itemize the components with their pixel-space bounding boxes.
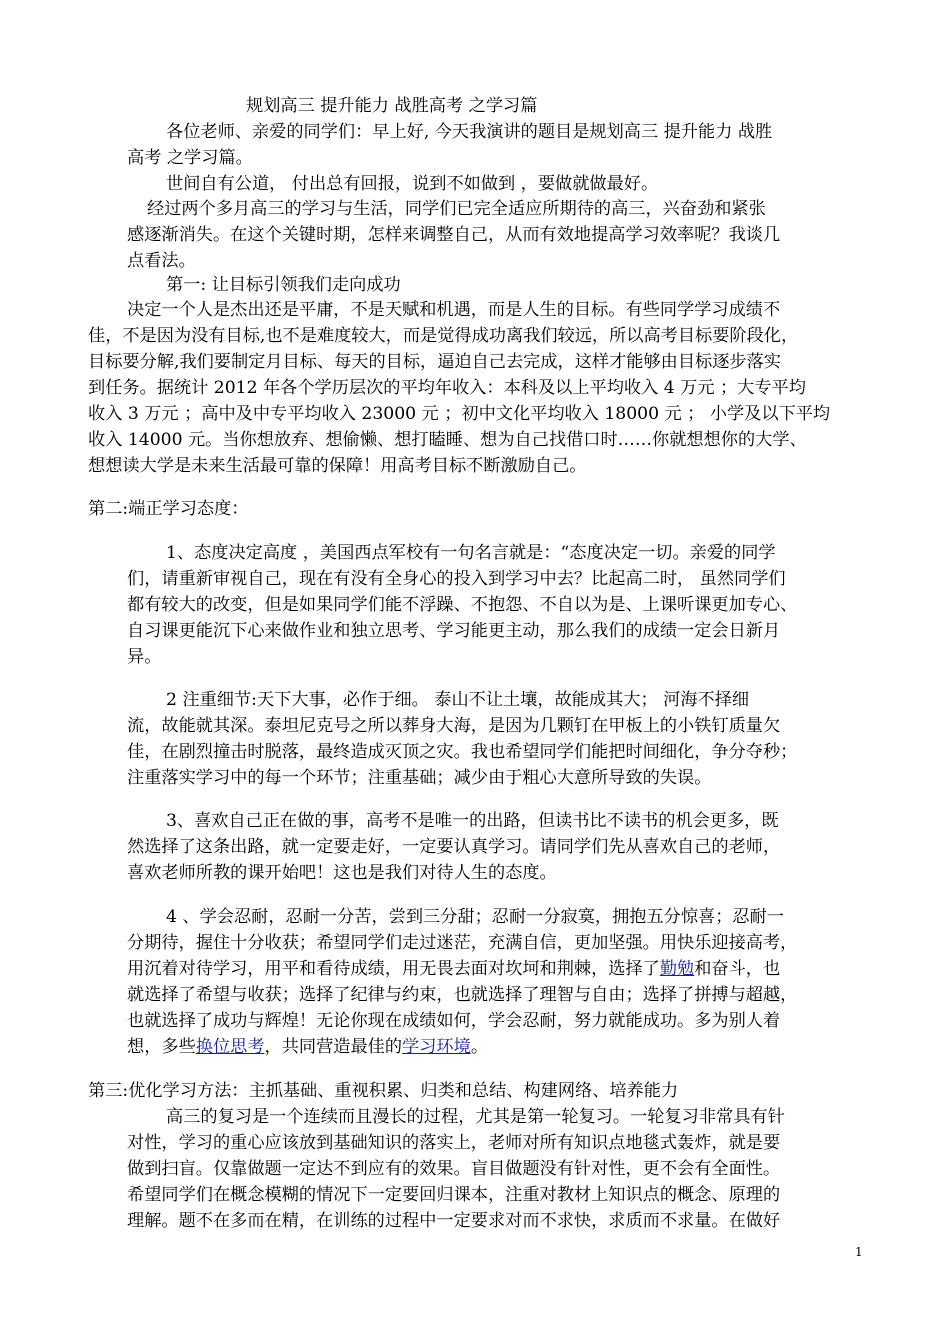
section2-heading: 第二:端正学习态度：: [88, 499, 249, 519]
section2-p1-line: 自习课更能沉下心来做作业和独立思考、学习能更主动，那么我们的成绩一定会日新月: [127, 621, 781, 641]
intro-line: 经过两个多月高三的学习与生活，同学们已完全适应所期待的高三，兴奋劲和紧张: [147, 199, 766, 219]
section2-p3-line: 然选择了这条出路，就一定要走好，一定要认真学习。请同学们先从喜欢自己的老师，: [127, 837, 781, 857]
greeting-line: 高考 之学习篇。: [127, 148, 253, 168]
section1-line: 想想读大学是未来生活最可靠的保障！用高考目标不断激励自己。: [88, 456, 587, 476]
section2-p1-line: 1、态度决定高度 ，美国西点军校有一句名言就是：“态度决定一切。亲爱的同学: [166, 543, 776, 563]
section2-p4-line: 4 、学会忍耐，忍耐一分苦，尝到三分甜；忍耐一分寂寞，拥抱五分惊喜；忍耐一: [166, 907, 784, 927]
section2-p2-line: 流，故能就其深。泰坦尼克号之所以葬身大海，是因为几颗钉在甲板上的小铁钉质量欠: [127, 716, 781, 736]
section2-p4-line: [127, 956, 780, 982]
p4-text: 。: [470, 1037, 489, 1057]
section1-line: 收入 14000 元。当你想放弃、想偷懒、想打瞌睡、想为自己找借口时……你就想想你的大学、: [88, 430, 807, 450]
document-title: 规划高三 提升能力 战胜高考 之学习篇: [246, 96, 538, 116]
section1-line: 收入 3 万元 ；高中及中专平均收入 23000 元 ；初中文化平均收入 18000 元 ； 小学及以下平均: [88, 404, 831, 424]
qinmian-link[interactable]: 勤勉: [659, 959, 695, 979]
p4-text: 和奋斗，也: [694, 959, 781, 979]
section2-p4-line: 就选择了希望与收获；选择了纪律与约束，也就选择了理智与自由；选择了拼搏与超越，: [127, 985, 798, 1005]
section2-p3-line: 喜欢老师所教的课开始吧！这也是我们对待人生的态度。: [127, 863, 557, 883]
greeting-line: 各位老师、亲爱的同学们：早上好, 今天我演讲的题目是规划高三 提升能力 战胜: [166, 122, 773, 142]
section2-p4-line: 也就选择了成功与辉煌！无论你现在成绩如何，学会忍耐，努力就能成功。多为别人着: [127, 1011, 781, 1031]
p4-text: 用沉着对待学习，用平和看待成绩，用无畏去面对坎坷和荆棘，选择了: [127, 959, 660, 979]
section2-p2-line: 2 注重细节:天下大事，必作于细。 泰山不让土壤，故能成其大； 河海不择细: [166, 690, 750, 710]
section2-p1-line: 们，请重新审视自己，现在有没有全身心的投入到学习中去？比起高二时， 虽然同学们: [127, 569, 786, 589]
p4-text: 想，多些: [127, 1037, 196, 1057]
intro-line: 点看法。: [127, 251, 196, 271]
section2-p4-line: [127, 1034, 488, 1060]
section2-p2-line: 佳，在剧烈撞击时脱落，最终造成灭顶之灾。我也希望同学们能把时间细化，争分夺秒；: [127, 742, 798, 762]
section3-line: 对性，学习的重心应该放到基础知识的落实上，老师对所有知识点地毯式轰炸，就是要: [127, 1133, 781, 1153]
section3-line: 理解。题不在多而在精，在训练的过程中一定要求对而不求快，求质而不求量。在做好: [127, 1211, 781, 1231]
section1-line: 目标要分解,我们要制定月目标、每天的目标，逼迫自己去完成，这样才能够由目标逐步落实: [88, 352, 781, 372]
section2-p3-line: 3、喜欢自己正在做的事，高考不是唯一的出路，但读书比不读书的机会更多，既: [166, 811, 779, 831]
section2-p2-line: 注重落实学习中的每一个环节；注重基础；减少由于粗心大意所导致的失误。: [127, 768, 712, 788]
page-number: 1: [855, 1245, 863, 1259]
section3-line: 高三的复习是一个连续而且漫长的过程，尤其是第一轮复习。一轮复习非常具有针: [166, 1107, 785, 1127]
section3-line: 做到扫盲。仅靠做题一定达不到应有的效果。盲目做题没有针对性，更不会有全面性。: [127, 1159, 781, 1179]
section3-line: 希望同学们在概念模糊的情况下一定要回归课本，注重对教材上知识点的概念、原理的: [127, 1185, 781, 1205]
section1-line: 佳，不是因为没有目标,也不是难度较大，而是觉得成功离我们较远，所以高考目标要阶段化，: [88, 326, 799, 346]
p4-text: ，共同营造最佳的: [264, 1037, 403, 1057]
perspective-taking-link[interactable]: 换位思考: [195, 1037, 265, 1057]
learning-environment-link[interactable]: 学习环境: [402, 1037, 471, 1057]
motto-line: 世间自有公道， 付出总有回报，说到不如做到 ，要做就做最好。: [166, 174, 659, 194]
section1-line: 到任务。据统计 2012 年各个学历层次的平均年收入：本科及以上平均收入 4 万元 ；大专平均: [88, 378, 806, 398]
section3-heading: 第三:优化学习方法：主抓基础、重视积累、归类和总结、构建网络、培养能力: [88, 1081, 679, 1101]
section1-line: 决定一个人是杰出还是平庸，不是天赋和机遇，而是人生的目标。有些同学学习成绩不: [127, 300, 781, 320]
section2-p4-line: 分期待，握住十分收获；希望同学们走过迷茫，充满自信，更加坚强。用快乐迎接高考，: [127, 933, 798, 953]
section1-heading: 第一: 让目标引领我们走向成功: [166, 275, 401, 295]
section2-p1-line: 异。: [127, 647, 162, 667]
section2-p1-line: 都有较大的改变，但是如果同学们能不浮躁、不抱怨、不自以为是、上课听课更加专心、: [127, 595, 798, 615]
intro-line: 感逐渐消失。在这个关键时期，怎样来调整自己，从而有效地提高学习效率呢？我谈几: [127, 225, 781, 245]
